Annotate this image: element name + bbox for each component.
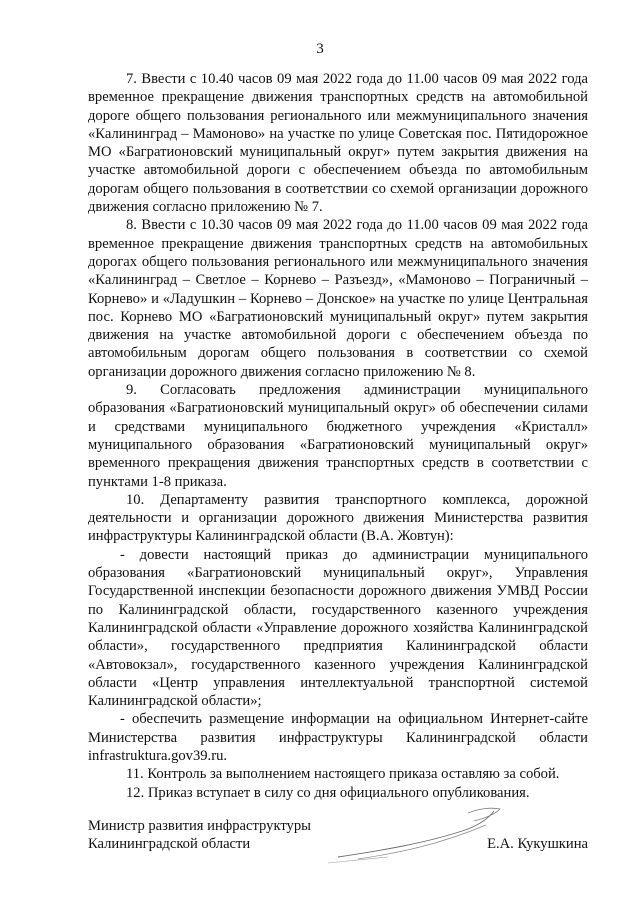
page-number: 3 xyxy=(316,41,324,57)
signatory-name: Е.А. Кукушкина xyxy=(487,836,588,852)
paragraph-item-12: 12. Приказ вступает в силу со дня официального опубликования. xyxy=(126,784,530,801)
paragraph-item-10-dash-1: - довести настоящий приказ до администрации муниципального образования «Багратионовский муниципальный округ», Управления Государственной инспекции безопасности дорожного движения УМВД России по Калининградской области, государственного казенного учреждения Калининградской области «Управление дорожного хозяйства Калининградской области», государственного предприятия Калининградской области «Автовокзал», государственного казенного учреждения Калининградской области «Центр управления интеллектуальной транспортной системой Калининградской области»; xyxy=(88,546,588,710)
paragraph-item-7: 7. Ввести с 10.40 часов 09 мая 2022 года до 11.00 часов 09 мая 2022 года временное прекращение движения транспортных средств на автомобильной дороге общего пользования регионального или межмуниципального значения «Калининград – Мамоново» на участке по улице Советская пос. Пятидорожное МО «Багратионовский муниципальный округ» путем закрытия движения на участке автомобильной дороги с обеспечением объезда по автомобильным дорогам общего пользования в соответствии со схемой организации дорожного движения согласно приложению № 7. xyxy=(88,71,588,216)
signatory-title-line-2: Калининградской области xyxy=(88,836,251,853)
paragraph-item-11: 11. Контроль за выполнением настоящего приказа оставляю за собой. xyxy=(126,766,560,783)
handwritten-signature-icon xyxy=(318,799,518,869)
signature-block xyxy=(88,817,588,857)
paragraph-item-10-dash-2: - обеспечить размещение информации на официальном Интернет-сайте Министерства развития инфраструктуры Калининградской области infrastruktura.gov39.ru. xyxy=(88,711,588,764)
document-body xyxy=(88,70,588,802)
paragraph-item-9: 9. Согласовать предложения администрации муниципального образования «Багратионовский муниципальный округ» об обеспечении силами и средствами муниципального бюджетного учреждения «Кристалл» муниципального образования «Багратионовский муниципальный округ» временного прекращения движения транспортных средств в соответствии с пунктами 1-8 приказа. xyxy=(88,382,588,490)
signatory-title xyxy=(88,817,311,854)
paragraph-item-10: 10. Департаменту развития транспортного комплекса, дорожной деятельности и организации дорожного движения Министерства развития инфраструктуры Калининградской области (В.А. Жовтун): xyxy=(88,491,588,545)
signatory-title-line-1: Министр развития инфраструктуры xyxy=(88,818,311,834)
paragraph-item-8: 8. Ввести с 10.30 часов 09 мая 2022 года до 11.00 часов 09 мая 2022 года временное прекращение движения транспортных средств на автомобильных дорогах общего пользования регионального или межмуниципального значения «Калининград – Светлое – Корнево – Разъезд», «Мамоново – Пограничный – Корнево» и «Ладушкин – Корнево – Донское» на участке по улице Центральная пос. Корнево МО «Багратионовский муниципальный округ» путем закрытия движения на участке автомобильной дороги с обеспечением объезда по автомобильным дорогам общего пользования в соответствии со схемой организации дорожного движения согласно приложению № 8. xyxy=(88,217,588,380)
